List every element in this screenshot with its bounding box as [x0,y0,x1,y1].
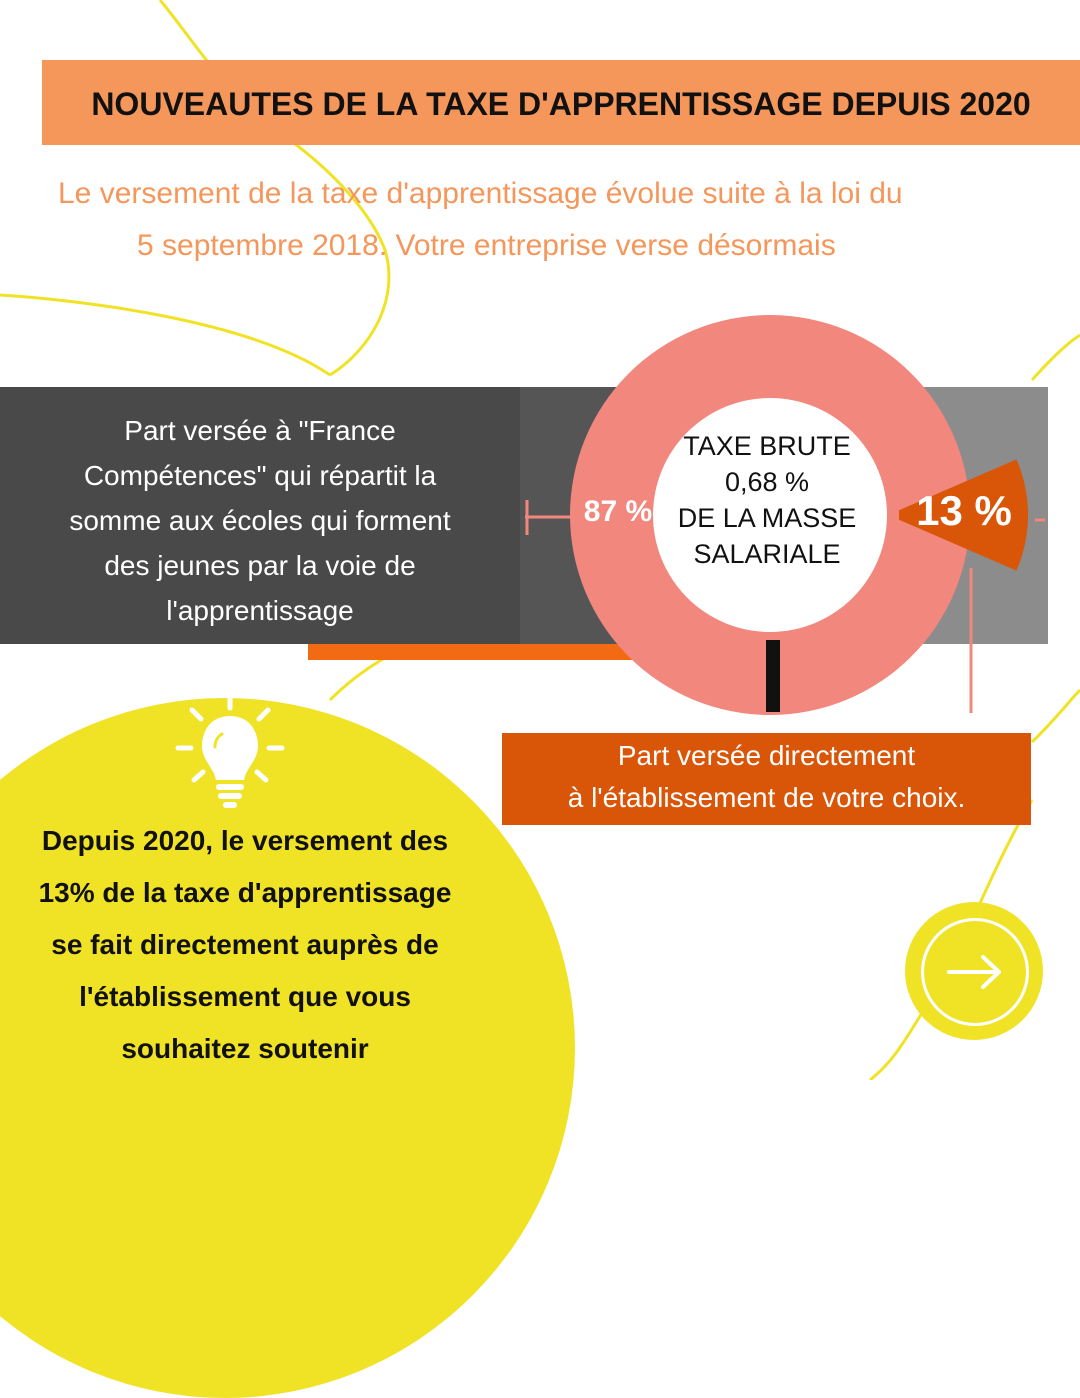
center-line: TAXE BRUTE [683,431,851,461]
intro-line-1: Le versement de la taxe d'apprentissage évolue suite à la loi du [58,177,903,210]
page-title: NOUVEAUTES DE LA TAXE D'APPRENTISSAGE DEPUIS 2020 [91,86,1031,122]
highlight-line: l'établissement que vous [79,981,411,1012]
center-line: DE LA MASSE [677,503,857,533]
highlight-line: souhaitez soutenir [121,1033,369,1064]
fc-line: des jeunes par la voie de [104,550,416,581]
slice-label-13: 13 % [916,487,1012,534]
france-competences-text [0,408,520,633]
intro-line-2: 5 septembre 2018. Votre entreprise verse désormais [137,229,836,262]
next-button-ring [921,918,1029,1026]
highlight-line: Depuis 2020, le versement des [41,825,449,856]
slice-label-87: 87 % [583,495,653,528]
direct-line: à l'établissement de votre choix. [567,782,966,813]
highlight-text [0,815,490,1075]
arrow-right-icon [945,952,1005,992]
direct-part-text [502,735,1031,819]
fc-line: Compétences" qui répartit la [83,460,437,491]
center-line: 0,68 % [724,467,810,497]
title-banner [42,60,1080,145]
center-pointer [766,640,780,712]
center-line: SALARIALE [693,539,841,569]
fc-line: l'apprentissage [166,595,354,626]
highlight-line: 13% de la taxe d'apprentissage [38,877,452,908]
lightbulb-icon [170,690,290,815]
fc-line: Part versée à "France [124,415,396,446]
fc-line: somme aux écoles qui forment [69,505,451,536]
donut-center-label [662,428,872,572]
next-button[interactable] [905,902,1043,1040]
highlight-line: se fait directement auprès de [51,929,439,960]
direct-line: Part versée directement [617,740,916,771]
